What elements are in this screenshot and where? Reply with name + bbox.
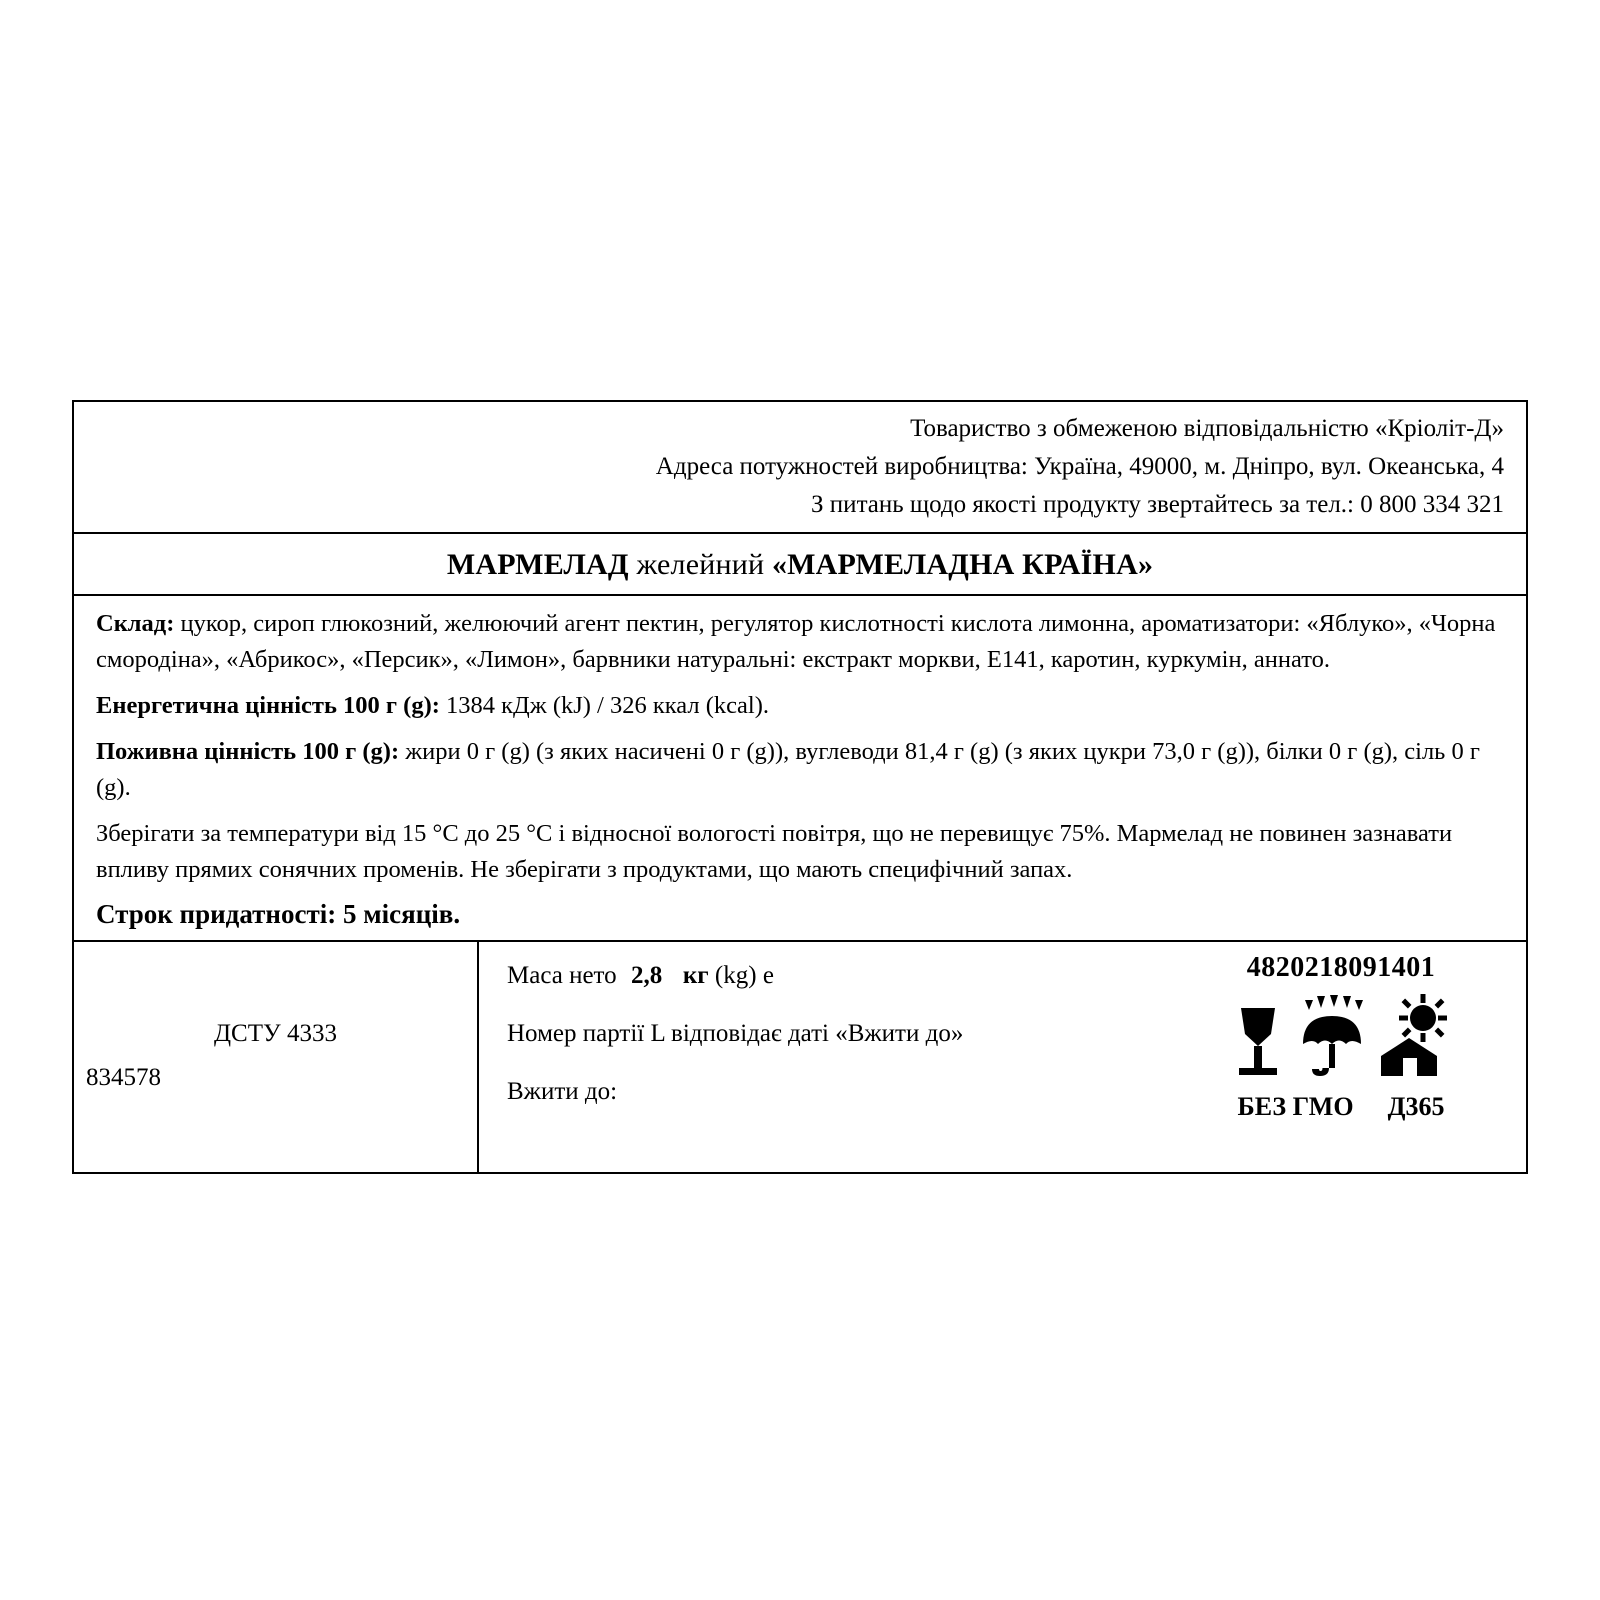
storage-paragraph: Зберігати за температури від 15 °C до 25 °C і відносної вологості повітря, що не перевищує 75%. Мармелад не повинен зазнавати впливу прямих сонячних променів. Не зберігати з продуктами, що мають специфічний запах. <box>96 820 1453 883</box>
estimate-sign: e <box>762 962 774 989</box>
page-title <box>74 548 1526 582</box>
batch-number-line: Номер партії L відповідає даті «Вжити до» <box>507 1020 964 1047</box>
nutrition-paragraph <box>96 734 1506 806</box>
product-title-block <box>74 534 1526 596</box>
title-part-3: «МАРМЕЛАДНА КРАЇНА» <box>771 548 1154 581</box>
handling-icons <box>1156 988 1526 1078</box>
title-part-2: желейний <box>636 548 765 581</box>
net-mass-value: 2,8 <box>631 962 663 989</box>
net-mass-line <box>507 960 1156 992</box>
title-part-1: МАРМЕЛАД <box>446 548 629 581</box>
shelf-life-text: Строк придатності: 5 місяців. <box>96 899 461 929</box>
internal-code: Д365 <box>1387 1092 1445 1121</box>
ingredients-text: цукор, сироп глюкозний, желюючий агент пектин, регулятор кислотності кислота лимонна, ароматизатори: «Яблуко», «Чорна смородіна», «Абрикос», «Персик», «Лимон», барвники натуральні: екстракт моркви, Е141, каротин, куркумін, аннато. <box>96 610 1496 673</box>
manufacturer-name: Товариство з обмеженою відповідальністю «Кріоліт-Д» <box>910 415 1504 442</box>
net-mass-unit: кг <box>682 962 709 989</box>
use-by-line: Вжити до: <box>507 1078 618 1105</box>
dstu-code: 834578 <box>86 1064 161 1091</box>
net-mass-unit-en: (kg) <box>714 962 757 989</box>
energy-label: Енергетична цінність 100 г (g): <box>96 692 440 719</box>
product-label <box>72 400 1528 1174</box>
ingredients-paragraph <box>96 606 1506 678</box>
energy-paragraph <box>96 688 1506 724</box>
marks-column <box>1156 942 1526 1172</box>
fragile-glass-icon <box>1231 1004 1285 1078</box>
keep-away-from-sunlight-icon <box>1379 994 1451 1078</box>
mass-column <box>479 942 1156 1172</box>
manufacturer-header <box>74 402 1526 534</box>
keep-dry-umbrella-icon <box>1299 994 1365 1078</box>
ingredients-label: Склад: <box>96 610 175 637</box>
manufacturer-address: Адреса потужностей виробництва: Україна, 49000, м. Дніпро, вул. Океанська, 4 <box>655 453 1504 480</box>
nutrition-label: Поживна цінність 100 г (g): <box>96 738 400 765</box>
bottom-row <box>74 940 1526 1172</box>
gmo-free-text: БЕЗ ГМО <box>1237 1092 1354 1121</box>
nutrition-text: жири 0 г (g) (з яких насичені 0 г (g)), вуглеводи 81,4 г (g) (з яких цукри 73,0 г (g)), білки 0 г (g), сіль 0 г (g). <box>96 738 1480 801</box>
net-mass-label: Маса нето <box>507 962 617 989</box>
energy-text: 1384 кДж (kJ) / 326 ккал (kcal). <box>439 692 769 719</box>
quality-phone: З питань щодо якості продукту звертайтесь за тел.: 0 800 334 321 <box>811 491 1504 518</box>
dstu-standard: ДСТУ 4333 <box>214 1020 337 1047</box>
label-body <box>74 596 1526 892</box>
standard-column <box>74 942 479 1172</box>
barcode-number: 4820218091401 <box>1246 952 1436 983</box>
gmo-line <box>1156 1092 1526 1122</box>
